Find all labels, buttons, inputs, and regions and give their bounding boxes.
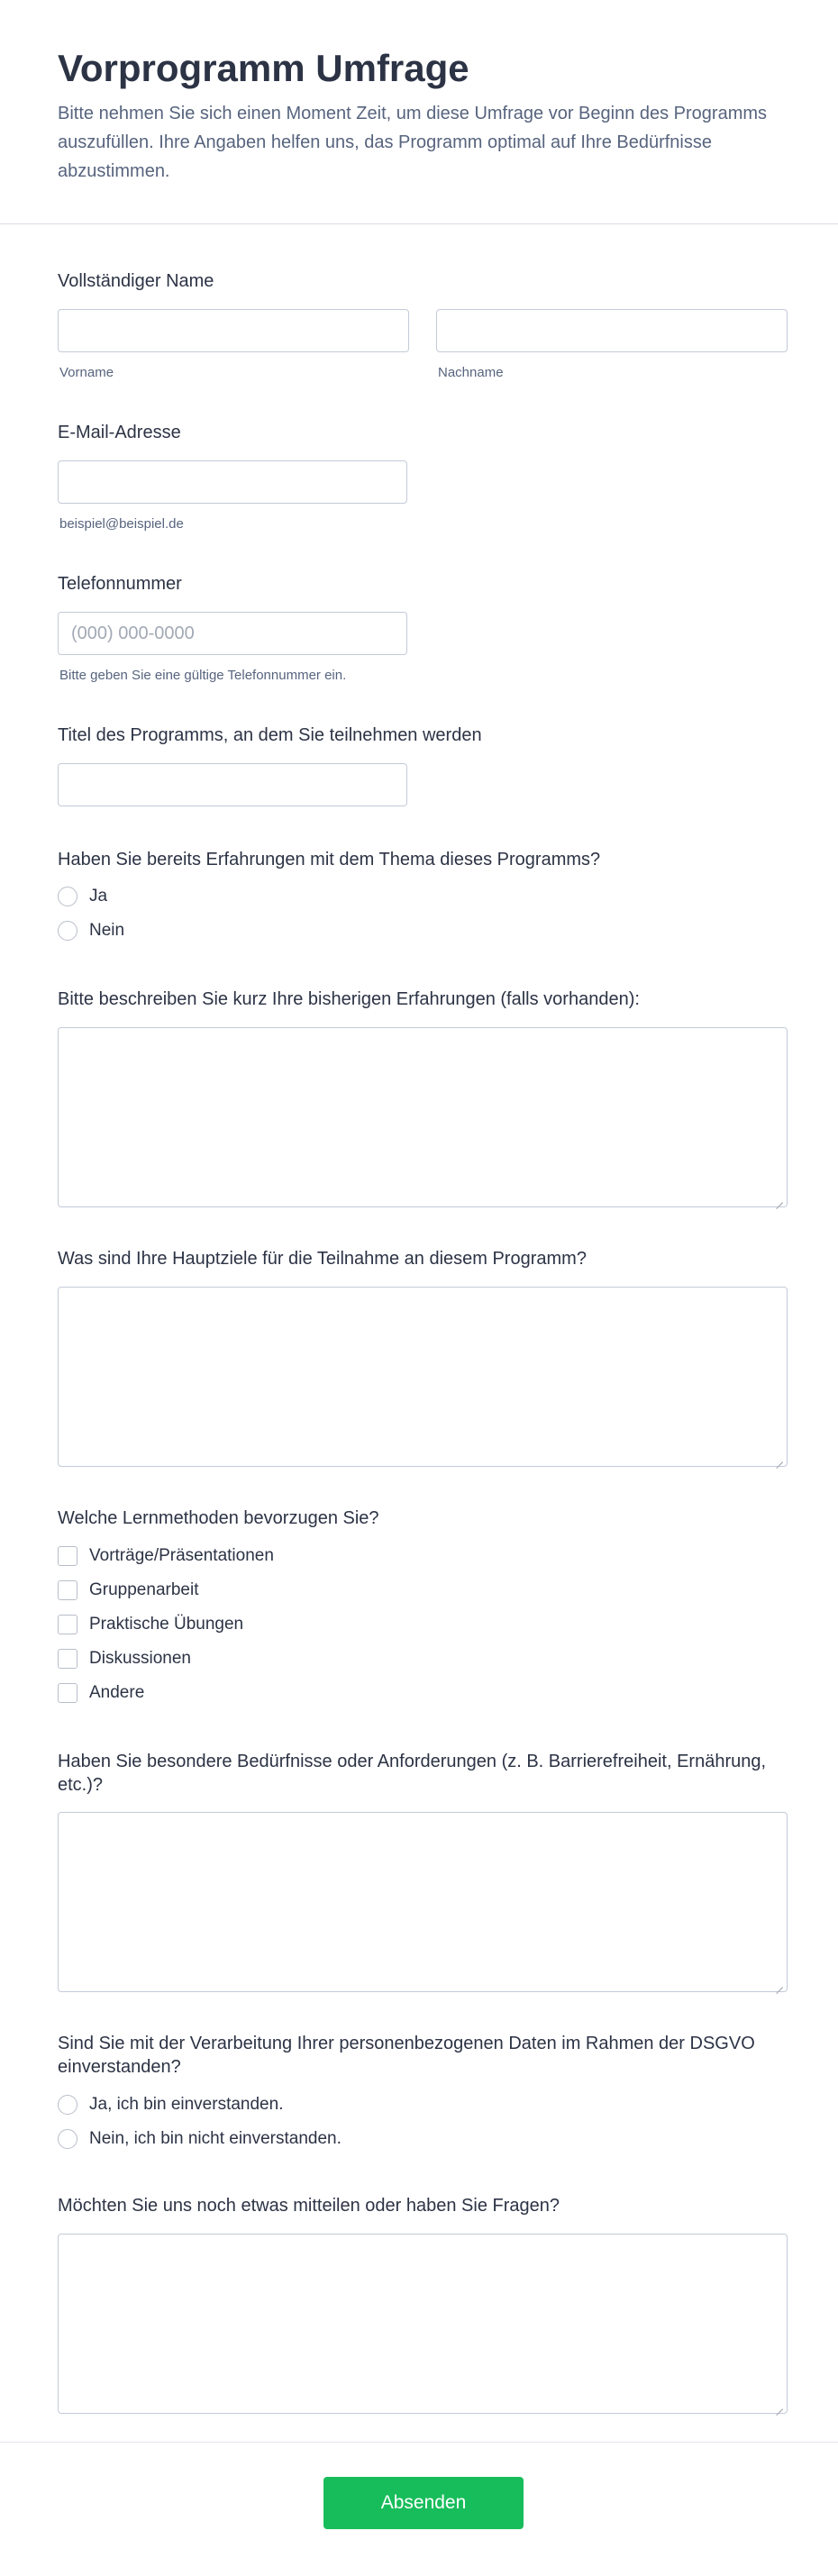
phone-input[interactable]: (000) 000-0000 [58, 612, 407, 655]
email-sublabel: beispiel@beispiel.de [59, 516, 184, 532]
method-option-lectures[interactable] [58, 1543, 274, 1569]
program-title-label: Titel des Programms, an dem Sie teilnehmen werden [58, 725, 482, 745]
checkbox[interactable] [58, 1546, 77, 1566]
method-option-other[interactable] [58, 1680, 144, 1706]
option-label: Diskussionen [89, 1649, 191, 1668]
survey-form [0, 224, 838, 2444]
option-label: Andere [89, 1683, 145, 1702]
phone-sublabel: Bitte geben Sie eine gültige Telefonnummer ein. [59, 668, 347, 683]
resize-handle-icon[interactable] [776, 1980, 783, 1988]
email-label: E-Mail-Adresse [58, 423, 181, 442]
first-name-sublabel: Vorname [59, 365, 114, 380]
experience-option-yes[interactable] [58, 884, 107, 909]
option-label: Nein [89, 921, 125, 940]
methods-label: Welche Lernmethoden bevorzugen Sie? [58, 1508, 379, 1528]
gdpr-option-disagree[interactable] [58, 2126, 342, 2152]
first-name-input[interactable] [58, 309, 409, 352]
resize-handle-icon[interactable] [776, 1455, 783, 1462]
radio-button[interactable] [58, 2095, 77, 2115]
method-option-practical[interactable] [58, 1612, 243, 1637]
email-input[interactable] [58, 460, 407, 504]
method-option-discussions[interactable] [58, 1646, 191, 1671]
resize-handle-icon[interactable] [776, 1196, 783, 1203]
goals-textarea[interactable] [58, 1287, 788, 1467]
form-subtitle: Bitte nehmen Sie sich einen Moment Zeit, um diese Umfrage vor Beginn des Programms auszufüllen. Ihre Angaben helfen uns, das Programm optimal auf Ihre Bedürfnisse abzustimmen. [58, 104, 768, 181]
needs-label: Haben Sie besondere Bedürfnisse oder Anforderungen (z. B. Barrierefreiheit, Ernährung, etc.)? [58, 1752, 767, 1795]
last-name-sublabel: Nachname [438, 365, 504, 380]
option-label: Vorträge/Präsentationen [89, 1546, 274, 1565]
checkbox[interactable] [58, 1649, 77, 1669]
form-header [0, 0, 838, 224]
radio-button[interactable] [58, 887, 77, 906]
checkbox[interactable] [58, 1615, 77, 1634]
option-label: Ja, ich bin einverstanden. [89, 2095, 284, 2114]
goals-label: Was sind Ihre Hauptziele für die Teilnahme an diesem Programm? [58, 1249, 587, 1269]
program-title-input[interactable] [58, 763, 407, 806]
needs-textarea[interactable] [58, 1812, 788, 1992]
checkbox[interactable] [58, 1683, 77, 1703]
form-footer [0, 2442, 838, 2576]
checkbox[interactable] [58, 1580, 77, 1600]
option-label: Gruppenarbeit [89, 1580, 199, 1599]
method-option-groupwork[interactable] [58, 1578, 198, 1603]
name-label: Vollständiger Name [58, 271, 214, 291]
experience-description-textarea[interactable] [58, 1027, 788, 1207]
option-label: Nein, ich bin nicht einverstanden. [89, 2129, 342, 2148]
radio-button[interactable] [58, 2129, 77, 2149]
radio-button[interactable] [58, 921, 77, 941]
form-title: Vorprogramm Umfrage [58, 47, 469, 89]
experience-label: Haben Sie bereits Erfahrungen mit dem Thema dieses Programms? [58, 850, 601, 869]
resize-handle-icon[interactable] [776, 2402, 783, 2409]
phone-label: Telefonnummer [58, 574, 182, 594]
option-label: Praktische Übungen [89, 1615, 244, 1634]
option-label: Ja [89, 887, 108, 906]
submit-button[interactable]: Absenden [323, 2477, 524, 2529]
experience-option-no[interactable] [58, 918, 124, 943]
gdpr-option-agree[interactable] [58, 2092, 283, 2117]
experience-description-label: Bitte beschreiben Sie kurz Ihre bisherigen Erfahrungen (falls vorhanden): [58, 989, 640, 1009]
last-name-input[interactable] [436, 309, 788, 352]
comments-label: Möchten Sie uns noch etwas mitteilen oder haben Sie Fragen? [58, 2196, 560, 2216]
comments-textarea[interactable] [58, 2234, 788, 2414]
gdpr-label: Sind Sie mit der Verarbeitung Ihrer personenbezogenen Daten im Rahmen der DSGVO einverstanden? [58, 2034, 755, 2077]
